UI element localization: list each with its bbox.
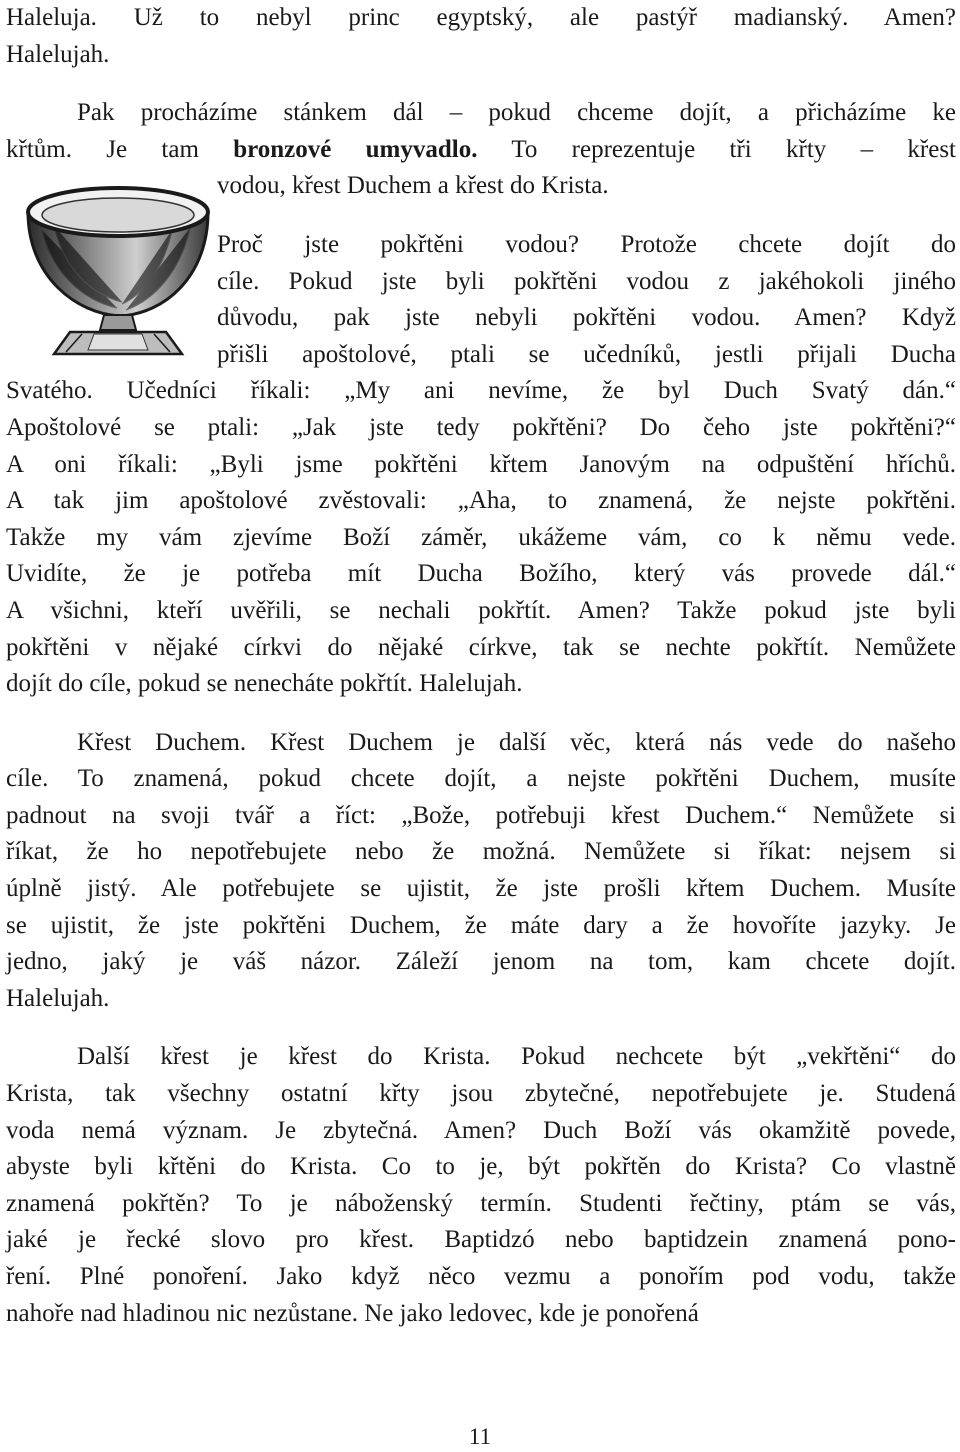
text-line: pokřtěni v nějaké církvi do nějaké církve, tak se nechte pokřtít. Nemůžete — [6, 633, 956, 661]
text-line: A oni říkali: „Byli jsme pokřtěni křtem Janovým na odpuštění hříchů. — [6, 450, 956, 478]
text-line: cíle. To znamená, pokud chcete dojít, a nejste pokřtěni Duchem, musíte — [6, 765, 956, 793]
text-line: křtům. Je tam bronzové umyvadlo. To reprezentuje tři křty – křest — [6, 135, 956, 163]
text-line: přišli apoštolové, ptali se učedníků, jestli přijali Ducha — [217, 340, 956, 368]
text-line: cíle. Pokud jste byli pokřtěni vodou z jakéhokoli jiného — [217, 267, 956, 295]
text-line: padnout na svoji tvář a říct: „Bože, potřebuji křest Duchem.“ Nemůžete si — [6, 801, 956, 829]
text-line: Apoštolové se ptali: „Jak jste tedy pokřtěni? Do čeho jste pokřtěni?“ — [6, 413, 956, 441]
text-line: Krista, tak všechny ostatní křty jsou zbytečné, nepotřebujete je. Studená — [6, 1080, 956, 1108]
text-line: Halelujah. — [6, 984, 110, 1012]
text-line: říkat, že ho nepotřebujete nebo že možná. Nemůžete si říkat: nejsem si — [6, 838, 956, 866]
text-line: Uvidíte, že je potřeba mít Ducha Božího, který vás provede dál.“ — [6, 560, 956, 588]
paragraph-gap — [6, 73, 956, 95]
page-number: 11 — [468, 1424, 492, 1449]
text-line: Další křest je křest do Krista. Pokud nechcete být „vekřtěni“ do — [77, 1043, 956, 1071]
bold-term: bronzové umyvadlo. — [233, 135, 478, 163]
text-line: Halelujah. — [6, 40, 110, 68]
text-line: vodou, křest Duchem a křest do Krista. — [217, 172, 609, 200]
paragraph-gap — [6, 1017, 956, 1039]
text-line: A všichni, kteří uvěřili, se nechali pokřtít. Amen? Takže pokud jste byli — [6, 596, 956, 624]
text-line: jedno, jaký je váš názor. Záleží jenom na tom, kam chcete dojít. — [6, 948, 956, 976]
text-line: se ujistit, že jste pokřtěni Duchem, že máte dary a že hovoříte jazyky. Je — [6, 911, 956, 939]
text-line: Svatého. Učedníci říkali: „My ani nevíme, že byl Duch Svatý dán.“ — [6, 377, 956, 405]
text-line: jaké je řecké slovo pro křest. Baptidzó nebo baptidzein znamená pono- — [6, 1226, 956, 1254]
text-line: Proč jste pokřtěni vodou? Protože chcete dojít do — [217, 230, 956, 258]
text-line: důvodu, pak jste nebyli pokřtěni vodou. Amen? Když — [217, 304, 956, 332]
text-line: abyste byli křtěni do Krista. Co to je, být pokřtěn do Krista? Co vlastně — [6, 1153, 956, 1181]
text-line: znamená pokřtěn? To je náboženský termín. Studenti řečtiny, ptám se vás, — [6, 1189, 956, 1217]
text-line: nahoře nad hladinou nic nezůstane. Ne jako ledovec, kde je ponořená — [6, 1299, 699, 1327]
text-line: dojít do cíle, pokud se nenecháte pokřtít. Halelujah. — [6, 670, 523, 698]
text-line: ření. Plné ponoření. Jako když něco vezmu a ponořím pod vodu, takže — [6, 1263, 956, 1290]
text-line: Křest Duchem. Křest Duchem je další věc, která nás vede do našeho — [77, 728, 956, 756]
text-line: voda nemá význam. Je zbytečná. Amen? Duch Boží vás okamžitě povede, — [6, 1116, 956, 1144]
text-line: A tak jim apoštolové zvěstovali: „Aha, to znamená, že nejste pokřtěni. — [6, 487, 956, 515]
text-line: Pak procházíme stánkem dál – pokud chceme dojít, a přicházíme ke — [77, 99, 956, 127]
paragraph-gap — [6, 703, 956, 725]
text-line: úplně jistý. Ale potřebujete se ujistit, že jste prošli křtem Duchem. Musíte — [6, 875, 956, 903]
text-line: Takže my vám zjevíme Boží záměr, ukážeme vám, co k němu vede. — [6, 523, 956, 551]
bronze-laver-icon — [22, 182, 214, 360]
text-line: Haleluja. Už to nebyl princ egyptský, ale pastýř madianský. Amen? — [6, 4, 956, 31]
